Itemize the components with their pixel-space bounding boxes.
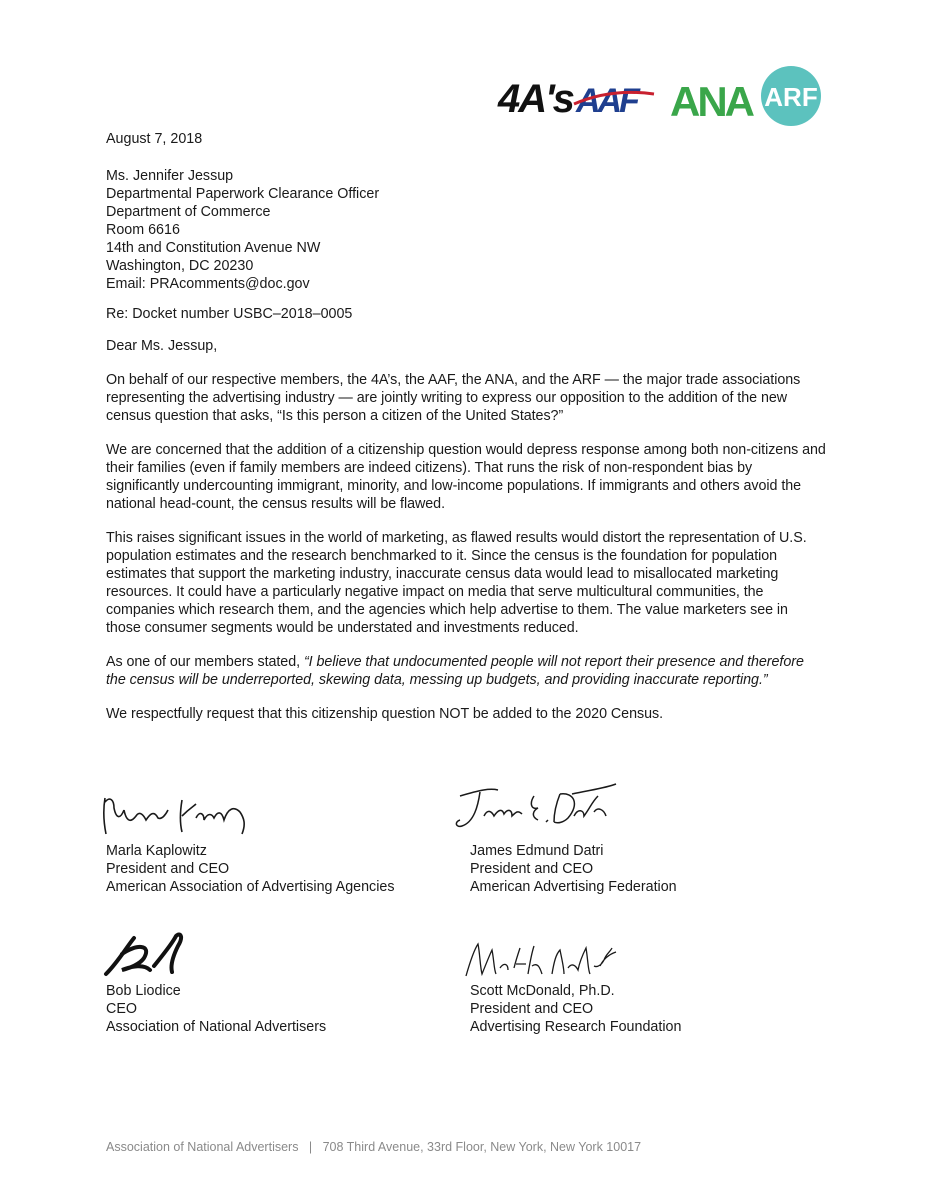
recipient-email: Email: PRAcomments@doc.gov — [106, 276, 310, 292]
signatory-org: American Association of Advertising Agencies — [106, 879, 395, 895]
recipient-street: 14th and Constitution Avenue NW — [106, 240, 321, 256]
signatory-title: President and CEO — [470, 861, 594, 877]
signatory-title: President and CEO — [106, 861, 230, 877]
aaf-logo — [574, 82, 654, 120]
recipient-room: Room 6616 — [106, 222, 180, 238]
signatory-title: President and CEO — [470, 1001, 594, 1017]
signatory-block-mcdonald — [470, 982, 681, 1036]
recipient-name: Ms. Jennifer Jessup — [106, 168, 234, 184]
signatory-block-liodice — [106, 982, 326, 1036]
signature-datri — [450, 782, 620, 837]
paragraph-member-quote — [106, 653, 826, 689]
aaf-logo-text: AAF — [576, 82, 637, 120]
paragraph-marketing: This raises significant issues in the world of marketing, as flawed results would distort the representation of U.S. population estimates and the research benchmarked to it. Since the census is the foundation for population estimates that support the marketing industry, inaccurate census data would lead to misallocated marketing resources. It could have a particularly negative impact on media that serve multicultural communities, the companies which research them, and the agencies which help advertise to them. The value marketers see in those consumer segments would be understated and investments reduced. — [106, 530, 807, 636]
recipient-address — [106, 167, 826, 293]
paragraph-closing: We respectfully request that this citizenship question NOT be added to the 2020 Census. — [106, 706, 663, 722]
signatory-block-kaplowitz — [106, 842, 394, 896]
ana-logo — [670, 78, 755, 125]
association-logos — [496, 66, 826, 128]
paragraph-concern: We are concerned that the addition of a citizenship question would depress response among both non-citizens and their families (even if family members are indeed citizens). That runs the risk of non-respondent bias by significantly undercounting immigrant, minority, and low-income populations. If immigrants and others avoid the national head-count, the census results will be flawed. — [106, 442, 826, 512]
signatory-block-datri — [470, 842, 677, 896]
signatory-org: Association of National Advertisers — [106, 1019, 327, 1035]
footer-separator: | — [308, 1140, 313, 1154]
signature-liodice — [100, 930, 190, 980]
signatory-name: Scott McDonald, Ph.D. — [470, 983, 615, 999]
signatory-org: Advertising Research Foundation — [470, 1019, 682, 1035]
4as-logo — [497, 77, 574, 121]
arf-logo — [761, 66, 821, 126]
docket-reference: Re: Docket number USBC–2018–0005 — [106, 306, 353, 322]
salutation: Dear Ms. Jessup, — [106, 338, 218, 354]
quote-intro: As one of our members stated, — [106, 654, 304, 670]
footer-address: 708 Third Avenue, 33rd Floor, New York, New York 10017 — [322, 1140, 642, 1154]
letterhead-footer — [106, 1140, 641, 1154]
signatory-name: Bob Liodice — [106, 983, 181, 999]
ana-logo-text: ANA — [670, 78, 752, 125]
arf-logo-text: ARF — [764, 82, 818, 112]
signature-kaplowitz — [100, 790, 260, 840]
signature-mcdonald — [460, 938, 620, 983]
recipient-city: Washington, DC 20230 — [106, 258, 254, 274]
letter-date: August 7, 2018 — [106, 131, 203, 147]
signatory-org: American Advertising Federation — [470, 879, 677, 895]
signatory-name: James Edmund Datri — [470, 843, 604, 859]
paragraph-opposition: On behalf of our respective members, the 4A’s, the AAF, the ANA, and the ARF — the major trade associations representing the advertising industry — are jointly writing to express our opposition to the addition of the new census question that asks, “Is this person a citizen of the United States?” — [106, 372, 801, 424]
footer-org: Association of National Advertisers — [106, 1140, 299, 1154]
signatory-name: Marla Kaplowitz — [106, 843, 207, 859]
letter-body — [106, 130, 826, 723]
recipient-title: Departmental Paperwork Clearance Officer — [106, 186, 380, 202]
member-quote: “I believe that undocumented people will not report their presence and therefore the census will be underreported, skewing data, messing up budgets, and providing inaccurate reporting.” — [106, 654, 804, 688]
signatory-title: CEO — [106, 1001, 137, 1017]
4as-logo-text: 4A's — [498, 77, 573, 121]
recipient-department: Department of Commerce — [106, 204, 271, 220]
